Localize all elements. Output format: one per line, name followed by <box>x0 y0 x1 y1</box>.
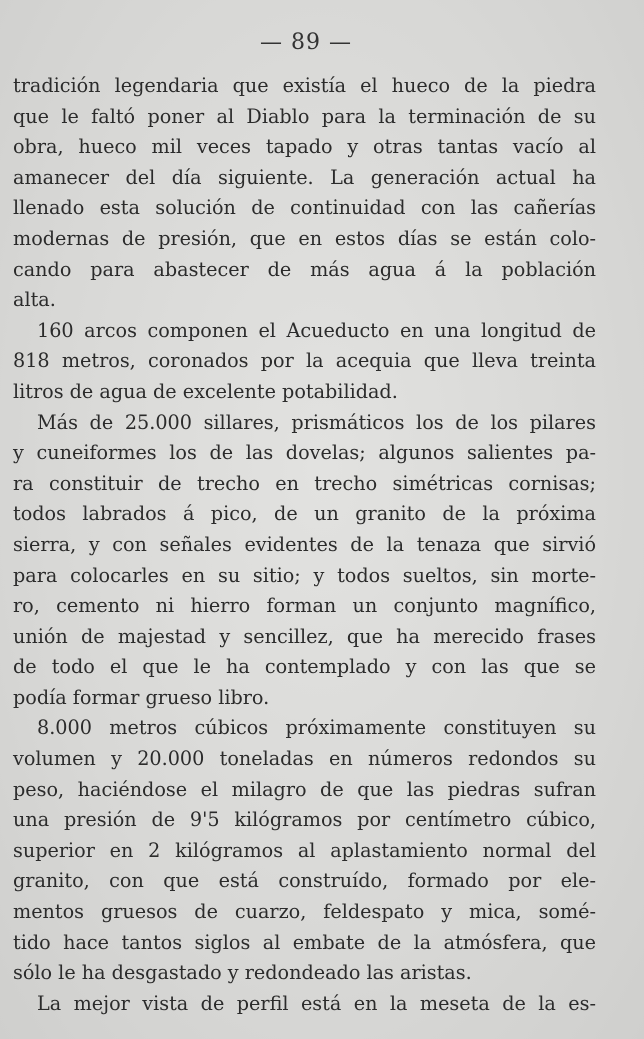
text-line: modernas de presión, que en estos días se están colo- <box>13 226 596 250</box>
text-line: ra constituir de trecho en trecho simétricas cornisas; <box>13 471 596 495</box>
text-line: ro, cemento ni hierro forman un conjunto magnífico, <box>13 594 596 618</box>
text-line: alta. <box>13 288 56 312</box>
text-line: La mejor vista de perfil está en la meseta de la es- <box>37 991 596 1015</box>
text-line: de todo el que le ha contemplado y con las que se <box>13 655 596 679</box>
text-line: una presión de 9'5 kilógramos por centímetro cúbico, <box>13 808 596 832</box>
text-line: volumen y 20.000 toneladas en números redondos su <box>13 747 596 771</box>
text-line: cando para abastecer de más agua á la población <box>13 257 596 281</box>
text-line: peso, haciéndose el milagro de que las piedras sufran <box>13 777 596 801</box>
text-line: tradición legendaria que existía el hueco de la piedra <box>13 74 596 97</box>
text-line: obra, hueco mil veces tapado y otras tantas vacío al <box>13 135 596 159</box>
text-line: 160 arcos componen el Acueducto en una longitud de <box>37 318 596 342</box>
text-line: sólo le ha desgastado y redondeado las aristas. <box>13 961 472 985</box>
text-line: mentos gruesos de cuarzo, feldespato y mica, somé- <box>13 900 596 924</box>
text-line: litros de agua de excelente potabilidad. <box>13 379 398 403</box>
text-line: Más de 25.000 sillares, prismáticos los de los pilares <box>37 410 596 434</box>
body-text <box>13 71 596 1019</box>
text-line: 818 metros, coronados por la acequia que lleva treinta <box>13 349 596 373</box>
text-line: que le faltó poner al Diablo para la terminación de su <box>13 104 596 128</box>
text-line: amanecer del día siguiente. La generación actual ha <box>13 165 596 189</box>
text-line: para colocarles en su sitio; y todos sueltos, sin morte- <box>13 563 596 587</box>
text-line: granito, con que está construído, formado por ele- <box>13 869 596 893</box>
text-line: unión de majestad y sencillez, que ha merecido frases <box>13 624 596 648</box>
text-line: superior en 2 kilógramos al aplastamiento normal del <box>13 838 596 862</box>
text-line: llenado esta solución de continuidad con las cañerías <box>13 196 596 220</box>
text-line: y cuneiformes los de las dovelas; algunos salientes pa- <box>13 441 596 465</box>
text-line: podía formar grueso libro. <box>13 685 270 709</box>
text-line: sierra, y con señales evidentes de la tenaza que sirvió <box>13 532 596 556</box>
text-line: tido hace tantos siglos al embate de la atmósfera, que <box>13 930 596 954</box>
text-line: 8.000 metros cúbicos próximamente constituyen su <box>37 716 596 740</box>
page-number: — 89 — <box>260 30 352 55</box>
text-line: todos labrados á pico, de un granito de la próxima <box>13 502 596 526</box>
